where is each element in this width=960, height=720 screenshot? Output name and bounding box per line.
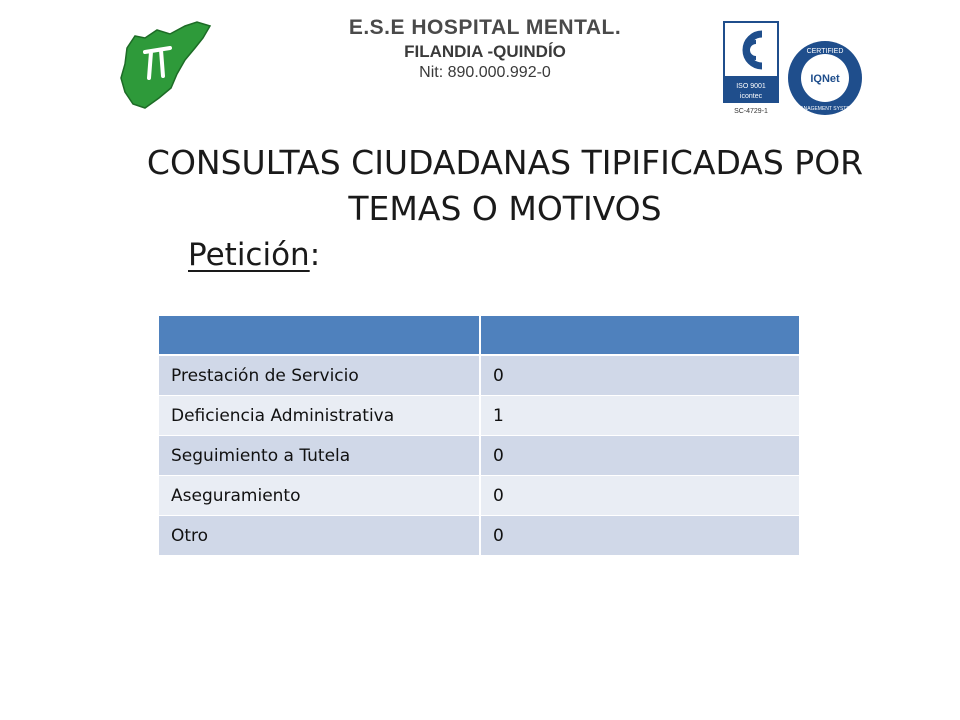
subtitle-word: Petición (188, 237, 310, 273)
iso-code: SC-4729-1 (734, 108, 768, 115)
row-value: 0 (480, 516, 800, 556)
table-row (159, 476, 800, 516)
table-header-row (159, 316, 800, 355)
table-header-cell (480, 316, 800, 355)
iqnet-certification-badge (785, 38, 865, 118)
row-label: Otro (159, 516, 480, 556)
table-row (159, 396, 800, 436)
row-label: Prestación de Servicio (159, 355, 480, 396)
row-value: 0 (480, 436, 800, 476)
hospital-location: FILANDIA -QUINDÍO (404, 42, 566, 61)
row-label: Seguimiento a Tutela (159, 436, 480, 476)
iqnet-label: IQNet (810, 73, 840, 85)
table-row (159, 516, 800, 556)
subtitle-colon: : (309, 237, 321, 273)
page-title: CONSULTAS CIUDADANAS TIPIFICADAS POR TEMAS O MOTIVOS (146, 143, 864, 228)
data-table (159, 316, 801, 556)
hospital-header (300, 15, 670, 83)
iso-certification-badge (722, 20, 780, 118)
iso-brand: icontec (739, 93, 763, 100)
hospital-name: E.S.E HOSPITAL MENTAL. (348, 16, 622, 39)
table-row (159, 355, 800, 396)
section-subtitle (188, 237, 320, 273)
iqnet-ring-top: CERTIFIED (806, 48, 844, 55)
hospital-logo (115, 18, 215, 113)
iso-label: ISO 9001 (736, 83, 766, 90)
row-value: 0 (480, 476, 800, 516)
table-header-cell (159, 316, 480, 355)
hospital-nit: Nit: 890.000.992-0 (419, 64, 551, 81)
iqnet-ring-bottom: MANAGEMENT SYSTEM (796, 106, 854, 112)
row-label: Aseguramiento (159, 476, 480, 516)
row-value: 0 (480, 355, 800, 396)
table-row (159, 436, 800, 476)
row-label: Deficiencia Administrativa (159, 396, 480, 436)
row-value: 1 (480, 396, 800, 436)
